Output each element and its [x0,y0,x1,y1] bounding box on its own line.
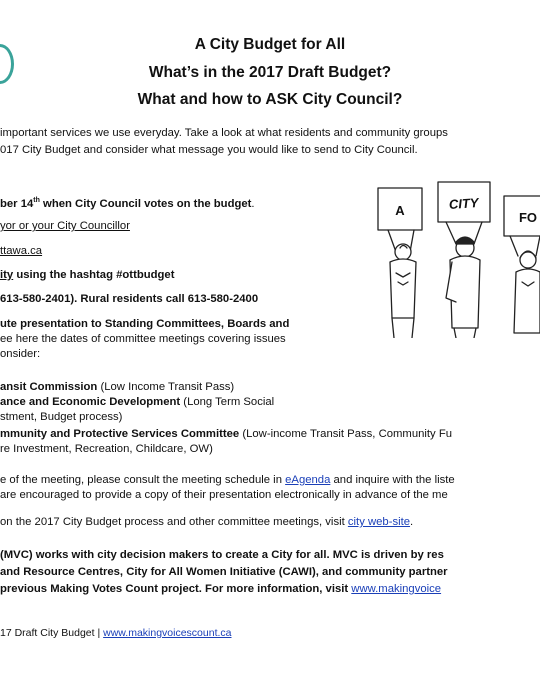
city-website-link[interactable]: city web-site [347,516,411,528]
more-info-dot: . [410,516,414,528]
person-1 [388,230,416,338]
committee-finance-detail-2: stment, Budget process) [0,411,123,423]
mvc-line-2: and Resource Centres, City for All Women Initiative (CAWI), and community partner [0,566,448,578]
title-line-1: A City Budget for All [194,36,346,53]
mvc-line-1: (MVC) works with city decision makers to create a City for all. MVC is driven by res [0,549,444,561]
social-link[interactable]: ity [0,269,14,281]
more-info-line [0,515,413,529]
committee-finance [0,395,274,409]
footer [0,626,232,640]
committee-community-cont [0,442,213,456]
sign-fo-text: FO [518,210,538,225]
meeting-note-line-2: are encouraged to provide a copy of their presentation electronically in advance of the me [0,489,448,501]
more-info-text: on the 2017 City Budget process and other committee meetings, visit [0,516,348,528]
vote-date-sup: th [33,197,40,204]
title-line-2: What’s in the 2017 Draft Budget? [148,64,392,81]
committee-transit-detail: (Low Income Transit Pass) [97,381,235,393]
action-presentation-line-1: ute presentation to Standing Committees, Boards and [0,318,290,330]
action-social-media [0,268,174,282]
meeting-note-line-1 [0,473,455,487]
action-presentation-line-2: ee here the dates of committee meetings covering issues [0,333,286,345]
eagenda-link[interactable]: eAgenda [285,474,331,486]
committee-community-name: mmunity and Protective Services Committee [0,428,240,440]
committee-community-detail-2: re Investment, Recreation, Childcare, OW) [0,443,213,455]
intro-line-2: 017 City Budget and consider what message you would like to send to City Council. [0,144,418,156]
intro-line-1: important services we use everyday. Take a look at what residents and community groups [0,127,448,139]
action-contact-councillor[interactable]: yor or your City Councillor [0,220,130,232]
meeting-note-text-b: and inquire with the liste [330,474,455,486]
vote-date-suffix: when City Council votes on the budget [39,197,252,210]
footer-link[interactable]: www.makingvoicescount.ca [103,627,232,639]
person-2 [446,222,482,338]
title-line-3: What and how to ASK City Council? [137,91,403,108]
action-email-link[interactable]: ttawa.ca [0,245,43,257]
footer-text: 17 Draft City Budget | [0,627,104,639]
social-hashtag: using the hashtag #ottbudget [13,269,175,281]
action-presentation-line-3: onsider: [0,348,41,360]
committee-transit [0,380,234,394]
committee-transit-name: ansit Commission [0,381,98,393]
committee-community-detail: (Low-income Transit Pass, Community Fu [239,428,453,440]
committee-finance-cont [0,410,122,424]
protest-illustration [370,178,540,338]
mvc-line-3 [0,582,441,596]
action-vote-date [0,194,255,211]
committee-finance-name: ance and Economic Development [0,396,181,408]
sign-a-text: A [395,203,405,218]
vote-date-prefix: ber 14 [0,197,34,210]
meeting-note-text-a: e of the meeting, please consult the meeting schedule in [0,474,286,486]
mvc-line-3-text: previous Making Votes Count project. For more information, visit [0,583,352,595]
vote-date-dot: . [251,197,255,210]
committee-finance-detail: (Long Term Social [180,396,275,408]
person-3 [510,236,540,333]
committee-community [0,427,452,441]
mvc-website-link[interactable]: www.makingvoice [351,583,442,595]
sign-city-text: CITY [448,194,479,213]
action-phone: 613-580-2401). Rural residents call 613-580-2400 [0,293,259,305]
